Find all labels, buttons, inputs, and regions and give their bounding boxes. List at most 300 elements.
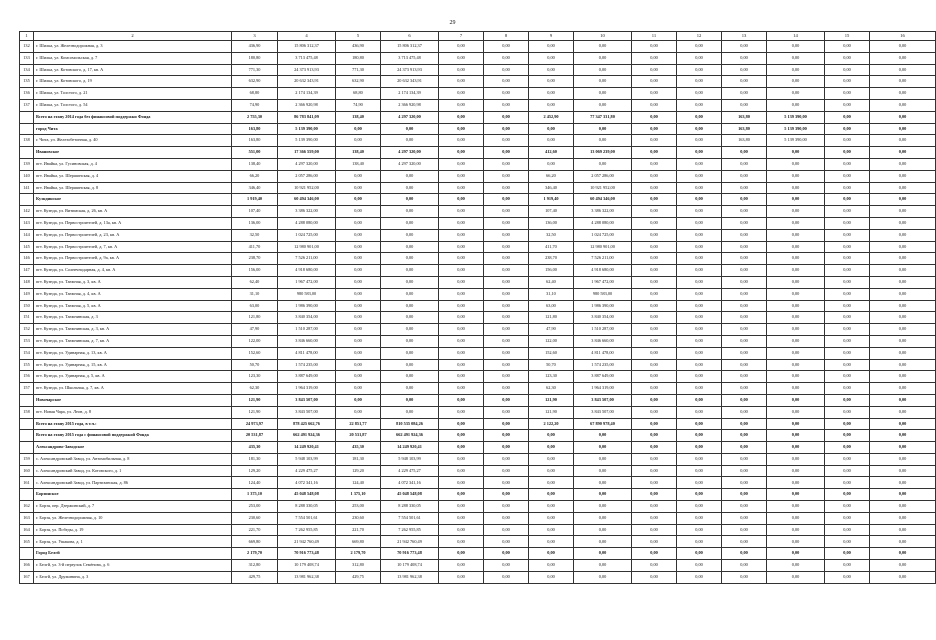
value-cell: 0,00	[767, 99, 825, 111]
value-cell: 0,00	[439, 394, 484, 406]
column-number-cell: 6	[381, 32, 439, 41]
value-cell: 0,00	[825, 194, 870, 206]
table-row	[20, 41, 936, 53]
column-number-cell: 14	[767, 32, 825, 41]
value-cell: 0,00	[484, 442, 529, 454]
value-cell: 24 973,97	[232, 418, 278, 430]
subtotal-row	[20, 111, 936, 123]
value-cell: 14 249 920,41	[381, 442, 439, 454]
value-cell: 156,00	[529, 265, 574, 277]
value-cell: 0,00	[870, 52, 936, 64]
value-cell: 0,00	[529, 52, 574, 64]
value-cell: 0,00	[632, 52, 677, 64]
value-cell: 0,00	[632, 170, 677, 182]
value-cell: 136,00	[232, 217, 278, 229]
value-cell: 5 139 390,00	[767, 111, 825, 123]
table-row	[20, 265, 936, 277]
value-cell: 0,00	[484, 453, 529, 465]
value-cell: 0,00	[336, 406, 381, 418]
value-cell: 0,00	[870, 170, 936, 182]
value-cell: 0,00	[439, 52, 484, 64]
group-name-cell: Куэндинское	[34, 194, 232, 206]
value-cell: 0,00	[439, 335, 484, 347]
value-cell: 0,00	[336, 300, 381, 312]
value-cell: 0,00	[825, 64, 870, 76]
address-cell: пгт. Куэнда, ул. Таежная, д. 5, кв. А	[34, 300, 232, 312]
value-cell: 0,00	[722, 147, 767, 159]
table-row	[20, 571, 936, 583]
table-row	[20, 206, 936, 218]
value-cell: 0,00	[336, 217, 381, 229]
value-cell: 0,00	[529, 548, 574, 560]
value-cell: 0,00	[825, 300, 870, 312]
value-cell: 0,00	[574, 99, 632, 111]
value-cell: 0,00	[529, 88, 574, 100]
value-cell: 0,00	[722, 335, 767, 347]
value-cell: 0,00	[767, 347, 825, 359]
value-cell: 0,00	[529, 99, 574, 111]
value-cell: 0,00	[632, 465, 677, 477]
table-row	[20, 300, 936, 312]
row-index-cell: 134	[20, 64, 34, 76]
value-cell: 0,00	[722, 300, 767, 312]
value-cell: 5 948 103,99	[381, 453, 439, 465]
row-index-cell: 158	[20, 406, 34, 418]
column-number-cell: 10	[574, 32, 632, 41]
value-cell: 0,00	[870, 194, 936, 206]
value-cell: 0,00	[484, 383, 529, 395]
value-cell: 1 964 319,00	[278, 383, 336, 395]
value-cell: 0,00	[484, 394, 529, 406]
value-cell: 0,00	[767, 335, 825, 347]
value-cell: 2 179,70	[232, 548, 278, 560]
value-cell: 1 919,40	[529, 194, 574, 206]
value-cell: 12 980 901,00	[278, 241, 336, 253]
value-cell: 62,40	[232, 276, 278, 288]
value-cell: 0,00	[722, 229, 767, 241]
value-cell: 0,00	[870, 288, 936, 300]
row-index-cell: 139	[20, 158, 34, 170]
value-cell: 3 843 507,00	[574, 406, 632, 418]
value-cell: 0,00	[439, 194, 484, 206]
value-cell: 0,00	[439, 147, 484, 159]
value-cell: 0,00	[722, 253, 767, 265]
row-index-cell: 165	[20, 536, 34, 548]
value-cell: 0,00	[632, 300, 677, 312]
address-cell: пгт. Куэнда, ул. Таежная, д. 3, кв. А	[34, 276, 232, 288]
value-cell: 0,00	[484, 489, 529, 501]
value-cell: 0,00	[632, 41, 677, 53]
value-cell: 70 916 773,48	[381, 548, 439, 560]
value-cell: 13 981 962,38	[278, 571, 336, 583]
value-cell: 0,00	[484, 512, 529, 524]
value-cell: 0,00	[632, 194, 677, 206]
value-cell: 0,00	[825, 41, 870, 53]
value-cell: 0,00	[722, 276, 767, 288]
value-cell: 0,00	[336, 312, 381, 324]
value-cell: 0,00	[825, 560, 870, 572]
value-cell: 7 526 211,00	[278, 253, 336, 265]
value-cell: 0,00	[870, 135, 936, 147]
value-cell: 0,00	[870, 182, 936, 194]
value-cell: 0,00	[574, 88, 632, 100]
value-cell: 7 262 955,85	[278, 524, 336, 536]
value-cell: 0,00	[677, 64, 722, 76]
row-index-cell: 161	[20, 477, 34, 489]
value-cell: 20 632 343,91	[278, 76, 336, 88]
value-cell: 0,00	[484, 371, 529, 383]
value-cell: 0,00	[381, 383, 439, 395]
value-cell: 1 375,10	[336, 489, 381, 501]
value-cell: 1 967 472,00	[278, 276, 336, 288]
value-cell: 20 632 343,91	[381, 76, 439, 88]
value-cell: 0,00	[870, 359, 936, 371]
value-cell: 0,00	[722, 170, 767, 182]
value-cell: 0,00	[574, 158, 632, 170]
value-cell: 0,00	[529, 41, 574, 53]
value-cell: 0,00	[529, 158, 574, 170]
value-cell: 0,00	[722, 359, 767, 371]
value-cell: 0,00	[870, 253, 936, 265]
address-cell: пгт. Новая Чара, ул. Леон, д. 8	[34, 406, 232, 418]
value-cell: 2 179,70	[336, 548, 381, 560]
value-cell: 0,00	[870, 489, 936, 501]
value-cell: 5 139 390,00	[767, 123, 825, 135]
value-cell: 3 846 660,00	[278, 335, 336, 347]
value-cell: 0,00	[677, 548, 722, 560]
value-cell: 0,00	[529, 135, 574, 147]
value-cell: 163,80	[722, 123, 767, 135]
value-cell: 13 069 239,00	[574, 147, 632, 159]
subtotal-row	[20, 430, 936, 442]
value-cell: 0,00	[632, 276, 677, 288]
value-cell: 0,00	[484, 52, 529, 64]
value-cell: 0,00	[574, 512, 632, 524]
value-cell: 221,70	[232, 524, 278, 536]
value-cell: 0,00	[722, 347, 767, 359]
value-cell: 0,00	[632, 88, 677, 100]
value-cell: 0,00	[677, 158, 722, 170]
value-cell: 0,00	[484, 135, 529, 147]
value-cell: 0,00	[381, 394, 439, 406]
value-cell: 0,00	[439, 312, 484, 324]
value-cell: 0,00	[722, 99, 767, 111]
value-cell: 0,00	[632, 489, 677, 501]
value-cell: 47,90	[529, 324, 574, 336]
value-cell: 0,00	[529, 442, 574, 454]
value-cell: 1 375,10	[232, 489, 278, 501]
value-cell: 121,80	[529, 312, 574, 324]
value-cell: 0,00	[484, 501, 529, 513]
value-cell: 0,00	[381, 123, 439, 135]
value-cell: 0,00	[529, 489, 574, 501]
value-cell: 0,00	[825, 147, 870, 159]
value-cell: 0,00	[439, 324, 484, 336]
value-cell: 0,00	[677, 560, 722, 572]
value-cell: 0,00	[439, 501, 484, 513]
value-cell: 0,00	[722, 182, 767, 194]
value-cell: 1 964 319,00	[574, 383, 632, 395]
value-cell: 0,00	[677, 111, 722, 123]
value-cell: 2 366 920,98	[278, 99, 336, 111]
value-cell: 4 229 475,27	[381, 465, 439, 477]
address-cell: пгт. Куэнда, ул. Таежнинская, д. 3, кв. А	[34, 324, 232, 336]
address-cell: пгт. Куэнда, ул. Первостроителей, д. 13а, кв. А	[34, 217, 232, 229]
address-cell: пгт. Куэнда, ул. Удинарная, д. 5, кв. А	[34, 371, 232, 383]
value-cell: 0,00	[381, 276, 439, 288]
row-index-cell	[20, 394, 34, 406]
value-cell: 0,00	[439, 524, 484, 536]
value-cell: 1 510 287,00	[574, 324, 632, 336]
value-cell: 0,00	[722, 241, 767, 253]
value-cell: 4 297 320,00	[278, 158, 336, 170]
value-cell: 0,00	[381, 182, 439, 194]
row-index-cell: 140	[20, 170, 34, 182]
value-cell: 0,00	[632, 371, 677, 383]
value-cell: 0,00	[677, 312, 722, 324]
table-row	[20, 253, 936, 265]
value-cell: 0,00	[484, 406, 529, 418]
value-cell: 0,00	[439, 123, 484, 135]
value-cell: 0,00	[484, 418, 529, 430]
value-cell: 0,00	[439, 442, 484, 454]
value-cell: 253,00	[232, 501, 278, 513]
row-index-cell: 148	[20, 276, 34, 288]
value-cell: 0,00	[439, 359, 484, 371]
value-cell: 0,00	[677, 52, 722, 64]
value-cell: 0,00	[574, 41, 632, 53]
value-cell: 0,00	[381, 324, 439, 336]
value-cell: 0,00	[484, 548, 529, 560]
value-cell: 122,00	[529, 335, 574, 347]
value-cell: 0,00	[336, 182, 381, 194]
value-cell: 0,00	[825, 512, 870, 524]
value-cell: 0,00	[722, 158, 767, 170]
value-cell: 0,00	[825, 418, 870, 430]
value-cell: 810 535 084,26	[381, 418, 439, 430]
value-cell: 0,00	[484, 158, 529, 170]
value-cell: 0,00	[825, 265, 870, 277]
value-cell: 60 494 346,00	[574, 194, 632, 206]
subtotal-row	[20, 123, 936, 135]
value-cell: 4 288 080,00	[278, 217, 336, 229]
value-cell: 0,00	[439, 288, 484, 300]
value-cell: 3 713 475,48	[381, 52, 439, 64]
value-cell: 0,00	[336, 123, 381, 135]
value-cell: 0,00	[484, 170, 529, 182]
table-row	[20, 135, 936, 147]
group-name-cell: Борзинское	[34, 489, 232, 501]
value-cell: 0,00	[484, 347, 529, 359]
value-cell: 662 491 924,36	[278, 430, 336, 442]
value-cell: 0,00	[336, 383, 381, 395]
row-index-cell: 143	[20, 217, 34, 229]
value-cell: 0,00	[381, 241, 439, 253]
value-cell: 0,00	[632, 135, 677, 147]
value-cell: 0,00	[632, 324, 677, 336]
value-cell: 66,20	[232, 170, 278, 182]
value-cell: 0,00	[677, 489, 722, 501]
value-cell: 0,00	[767, 288, 825, 300]
value-cell: 0,00	[574, 76, 632, 88]
value-cell: 0,00	[825, 253, 870, 265]
row-index-cell	[20, 123, 34, 135]
value-cell: 123,30	[529, 371, 574, 383]
value-cell: 411,70	[232, 241, 278, 253]
value-cell: 0,00	[484, 147, 529, 159]
value-cell: 50,70	[232, 359, 278, 371]
column-number-cell: 7	[439, 32, 484, 41]
value-cell: 0,00	[677, 123, 722, 135]
value-cell: 138,40	[336, 158, 381, 170]
value-cell: 0,00	[574, 571, 632, 583]
address-cell: г. Борзя, ул. Победы, д. 19	[34, 524, 232, 536]
value-cell: 0,00	[722, 524, 767, 536]
value-cell: 4 297 320,00	[381, 158, 439, 170]
value-cell: 0,00	[870, 347, 936, 359]
value-cell: 0,00	[439, 170, 484, 182]
value-cell: 632,90	[336, 76, 381, 88]
value-cell: 0,00	[825, 229, 870, 241]
value-cell: 32,50	[529, 229, 574, 241]
value-cell: 0,00	[484, 253, 529, 265]
value-cell: 0,00	[632, 206, 677, 218]
column-number-cell: 9	[529, 32, 574, 41]
column-number-cell: 11	[632, 32, 677, 41]
value-cell: 0,00	[632, 406, 677, 418]
value-cell: 0,00	[825, 430, 870, 442]
value-cell: 0,00	[381, 359, 439, 371]
value-cell: 0,00	[574, 64, 632, 76]
group-name-cell: Александрово-Заводское	[34, 442, 232, 454]
value-cell: 0,00	[825, 465, 870, 477]
value-cell: 0,00	[632, 99, 677, 111]
value-cell: 0,00	[632, 571, 677, 583]
value-cell: 436,90	[232, 41, 278, 53]
value-cell: 31,10	[232, 288, 278, 300]
subtotal-row	[20, 418, 936, 430]
value-cell: 0,00	[484, 359, 529, 371]
value-cell: 0,00	[722, 288, 767, 300]
value-cell: 0,00	[439, 182, 484, 194]
value-cell: 0,00	[825, 335, 870, 347]
value-cell: 0,00	[870, 560, 936, 572]
address-cell: с. Александровский Завод, ул. Автомобильная, д. 8	[34, 453, 232, 465]
value-cell: 0,00	[632, 64, 677, 76]
row-index-cell	[20, 442, 34, 454]
value-cell: 0,00	[632, 524, 677, 536]
value-cell: 4 229 475,27	[278, 465, 336, 477]
value-cell: 0,00	[529, 453, 574, 465]
address-cell: г. Шилка, ул. Комсомольская, д. 7	[34, 52, 232, 64]
value-cell: 0,00	[677, 383, 722, 395]
value-cell: 0,00	[767, 536, 825, 548]
value-cell: 1 024 725,00	[278, 229, 336, 241]
row-index-cell: 141	[20, 182, 34, 194]
value-cell: 3 887 649,00	[278, 371, 336, 383]
value-cell: 0,00	[484, 111, 529, 123]
value-cell: 346,40	[529, 182, 574, 194]
value-cell: 62,30	[232, 383, 278, 395]
address-cell: пгт. Ивайка, ул. Шершинская, д. 4	[34, 170, 232, 182]
value-cell: 0,00	[722, 465, 767, 477]
address-cell: пгт. Куэнда, ул. Первостроителей, д. 9а, кв. А	[34, 253, 232, 265]
value-cell: 0,00	[484, 465, 529, 477]
value-cell: 1 024 725,00	[574, 229, 632, 241]
value-cell: 0,00	[632, 158, 677, 170]
value-cell: 45 048 548,08	[278, 489, 336, 501]
value-cell: 0,00	[632, 453, 677, 465]
address-cell: г. Борзя, пер. Дзержинский, д. 7	[34, 501, 232, 513]
value-cell: 0,00	[677, 359, 722, 371]
value-cell: 0,00	[529, 430, 574, 442]
value-cell: 0,00	[336, 135, 381, 147]
value-cell: 980 583,00	[574, 288, 632, 300]
value-cell: 0,00	[381, 406, 439, 418]
address-cell: пгт. Куэнда, ул. Таежная, д. 4, кв. А	[34, 288, 232, 300]
value-cell: 0,00	[632, 430, 677, 442]
value-cell: 0,00	[870, 276, 936, 288]
column-number-cell: 1	[20, 32, 34, 41]
value-cell: 669,80	[232, 536, 278, 548]
value-cell: 0,00	[825, 88, 870, 100]
value-cell: 0,00	[677, 288, 722, 300]
value-cell: 0,00	[767, 217, 825, 229]
value-cell: 0,00	[381, 300, 439, 312]
address-cell: г. Шилка, ул. Толстого, д. 21	[34, 88, 232, 100]
value-cell: 0,00	[632, 76, 677, 88]
value-cell: 0,00	[825, 206, 870, 218]
row-index-cell: 159	[20, 453, 34, 465]
value-cell: 0,00	[439, 206, 484, 218]
address-cell: пгт. Куэнда, ул. Витимская, д. 26, кв. А	[34, 206, 232, 218]
value-cell: 181,30	[232, 453, 278, 465]
value-cell: 0,00	[439, 512, 484, 524]
value-cell: 3 843 507,00	[574, 394, 632, 406]
row-index-cell	[20, 418, 34, 430]
value-cell: 238,70	[529, 253, 574, 265]
value-cell: 0,00	[632, 347, 677, 359]
value-cell: 0,00	[484, 123, 529, 135]
address-cell: пгт. Куэнда, ул. Удинарная, д. 15, кв. А	[34, 359, 232, 371]
group-name-cell: Новочарское	[34, 394, 232, 406]
value-cell: 0,00	[336, 194, 381, 206]
value-cell: 0,00	[767, 276, 825, 288]
value-cell: 0,00	[870, 324, 936, 336]
value-cell: 0,00	[722, 64, 767, 76]
value-cell: 0,00	[439, 548, 484, 560]
value-cell: 0,00	[484, 194, 529, 206]
value-cell: 0,00	[484, 182, 529, 194]
value-cell: 0,00	[870, 548, 936, 560]
value-cell: 0,00	[381, 335, 439, 347]
address-cell: г. Борзя, ул. Ушакова, д. 1	[34, 536, 232, 548]
value-cell: 0,00	[825, 371, 870, 383]
value-cell: 0,00	[632, 383, 677, 395]
value-cell: 0,00	[825, 394, 870, 406]
value-cell: 0,00	[767, 453, 825, 465]
value-cell: 0,00	[484, 41, 529, 53]
value-cell: 1 967 472,00	[574, 276, 632, 288]
value-cell: 0,00	[677, 170, 722, 182]
value-cell: 230,60	[232, 512, 278, 524]
value-cell: 1 986 390,00	[278, 300, 336, 312]
value-cell: 0,00	[825, 477, 870, 489]
table-row	[20, 512, 936, 524]
value-cell: 0,00	[825, 99, 870, 111]
value-cell: 7 554 501,61	[381, 512, 439, 524]
value-cell: 163,80	[232, 123, 278, 135]
